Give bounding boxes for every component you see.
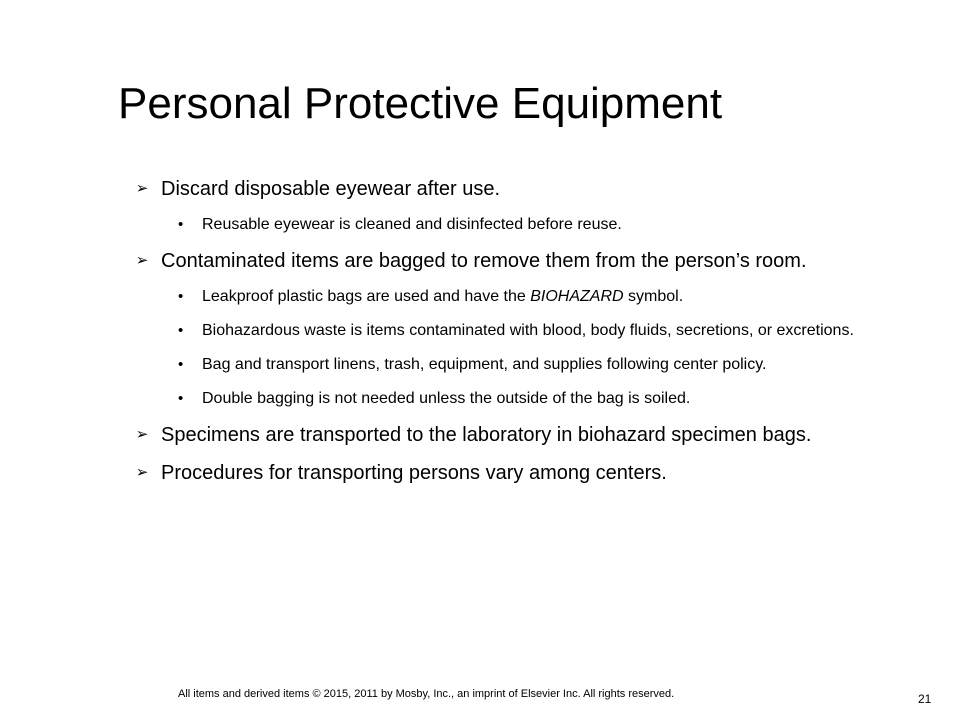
arrow-bullet-icon: ➢ (135, 252, 149, 269)
bullet-text: Discard disposable eyewear after use. (161, 178, 501, 200)
bullet-item (133, 420, 893, 450)
bullet-text: Procedures for transporting persons vary among centers. (161, 462, 667, 484)
dot-bullet-icon: • (178, 216, 184, 233)
dot-bullet-icon: • (178, 322, 184, 339)
biohazard-emphasis: BIOHAZARD (530, 288, 624, 305)
arrow-bullet-icon: ➢ (135, 180, 149, 197)
bullet-text: Contaminated items are bagged to remove them from the person’s room. (161, 250, 807, 272)
page-number: 21 (918, 692, 932, 706)
dot-bullet-icon: • (178, 356, 184, 373)
dot-bullet-icon: • (178, 288, 184, 305)
bullet-item (133, 458, 893, 488)
dot-bullet-icon: • (178, 390, 184, 407)
sub-bullet-item (133, 284, 893, 310)
sub-bullet-text-part: Leakproof plastic bags are used and have the (202, 288, 531, 305)
sub-bullet-text: Bag and transport linens, trash, equipment, and supplies following center policy. (202, 356, 767, 373)
sub-bullet-text: Reusable eyewear is cleaned and disinfected before reuse. (202, 216, 622, 233)
sub-bullet-item (133, 318, 893, 344)
bullet-item (133, 246, 893, 276)
sub-bullet-item (133, 386, 893, 412)
bullet-text: Specimens are transported to the laboratory in biohazard specimen bags. (161, 424, 812, 446)
sub-bullet-item (133, 212, 893, 238)
bullet-list (133, 174, 893, 496)
arrow-bullet-icon: ➢ (135, 426, 149, 443)
sub-bullet-item (133, 352, 893, 378)
slide-title: Personal Protective Equipment (118, 79, 723, 128)
sub-bullet-text-part: symbol. (623, 288, 684, 305)
sub-bullet-text: Double bagging is not needed unless the outside of the bag is soiled. (202, 390, 691, 407)
arrow-bullet-icon: ➢ (135, 464, 149, 481)
bullet-item (133, 174, 893, 204)
copyright-footer: All items and derived items © 2015, 2011 by Mosby, Inc., an imprint of Elsevier Inc. All rights reserved. (178, 688, 675, 700)
sub-bullet-text: Biohazardous waste is items contaminated with blood, body fluids, secretions, or excretions. (202, 322, 854, 339)
